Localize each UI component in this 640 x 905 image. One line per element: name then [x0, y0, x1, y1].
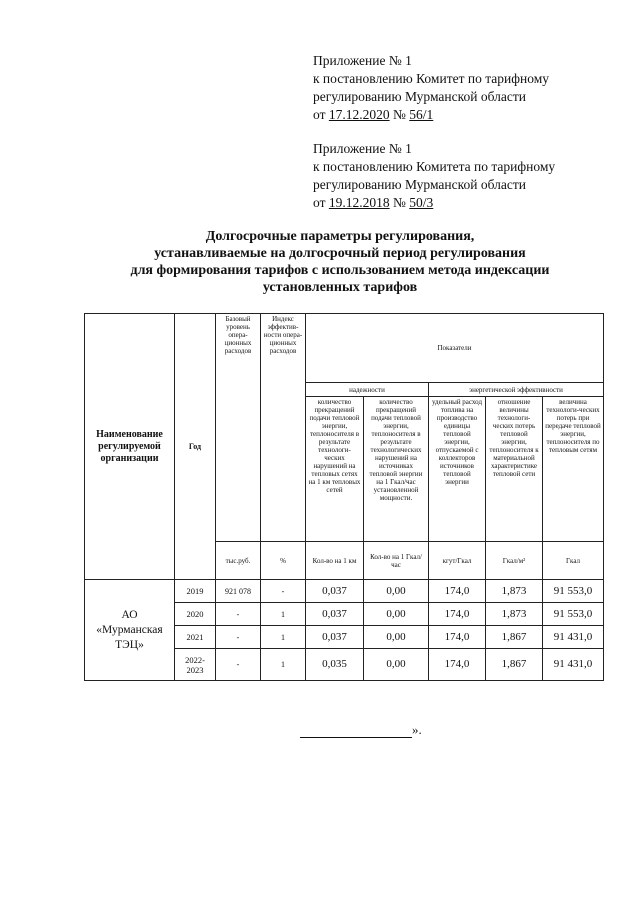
unit-index: % — [261, 542, 306, 580]
header-outages-sources: количество прекращений подачи тепловой энергии, теплоносителя в результате технологических нарушений на источниках тепловой энергии на 1 Гкал/час установленной мощности. — [364, 397, 429, 542]
header-organization: Наименование регулируемой организации — [85, 314, 175, 580]
resolution-date: 17.12.2020 — [328, 107, 390, 122]
header-fuel-consumption: удельный расход топлива на производство единицы тепловой энергии, отпускаемой с коллекторов источников тепловой энергии — [429, 397, 486, 542]
header-energy-efficiency: энергетической эффективности — [429, 383, 604, 397]
closing-mark: ». — [300, 722, 422, 738]
appendix-header-original — [313, 140, 555, 212]
resolution-date-line: от 19.12.2018 № 50/3 — [313, 195, 434, 210]
table-row: 2021 - 1 0,037 0,00 174,0 1,867 91 431,0 — [85, 626, 604, 649]
region-line: регулированию Мурманской области — [313, 177, 526, 192]
unit-fuel: кгут/Гкал — [429, 542, 486, 580]
header-year: Год — [175, 314, 216, 580]
resolution-line: к постановлению Комитет по тарифному — [313, 71, 549, 86]
appendix-label: Приложение № 1 — [313, 141, 412, 156]
header-loss-ratio: отношение величины технологи-ческих потерь тепловой энергии, теплоносителя к материальной характеристике тепловой сети — [486, 397, 543, 542]
table-row: АО «Мурманская ТЭЦ» 2019 921 078 - 0,037 0,00 174,0 1,873 91 553,0 — [85, 580, 604, 603]
unit-loss-ratio: Гкал/м² — [486, 542, 543, 580]
resolution-line: к постановлению Комитета по тарифному — [313, 159, 556, 174]
organization-name: АО «Мурманская ТЭЦ» — [85, 580, 175, 681]
table-row: 2020 - 1 0,037 0,00 174,0 1,873 91 553,0 — [85, 603, 604, 626]
unit-base: тыс.руб. — [216, 542, 261, 580]
resolution-date-line: от 17.12.2020 № 56/1 — [313, 107, 434, 122]
region-line: регулированию Мурманской области — [313, 89, 526, 104]
header-reliability: надежности — [306, 383, 429, 397]
appendix-header-current — [313, 52, 549, 124]
appendix-label: Приложение № 1 — [313, 53, 412, 68]
unit-outages-networks: Кол-во на 1 км — [306, 542, 364, 580]
resolution-number: 56/1 — [409, 107, 434, 122]
header-outages-networks: количество прекращений подачи тепловой энергии, теплоносителя в результате технологи-ческих нарушений на тепловых сетях на 1 км тепловых сетей — [306, 397, 364, 542]
header-heat-losses: величина технологи-ческих потерь при передаче тепловой энергии, теплоносителя по тепловым сетям — [543, 397, 604, 542]
document-title: Долгосрочные параметры регулирования, устанавливаемые на долгосрочный период регулирования для формирования тарифов с использованием метода индексации установленных тарифов — [130, 229, 550, 295]
resolution-number: 50/3 — [409, 195, 434, 210]
unit-outages-sources: Кол-во на 1 Гкал/час — [364, 542, 429, 580]
table-row: 2022-2023 - 1 0,035 0,00 174,0 1,867 91 431,0 — [85, 649, 604, 681]
resolution-date: 19.12.2018 — [328, 195, 390, 210]
parameters-table — [84, 313, 604, 681]
header-base-level: Базовый уровень опера-ционных расходов — [216, 314, 261, 542]
header-indicators: Показатели — [306, 314, 604, 383]
signature-line — [300, 725, 412, 738]
header-efficiency-index: Индекс эффектив-ности опера-ционных расходов — [261, 314, 306, 542]
unit-heat-losses: Гкал — [543, 542, 604, 580]
